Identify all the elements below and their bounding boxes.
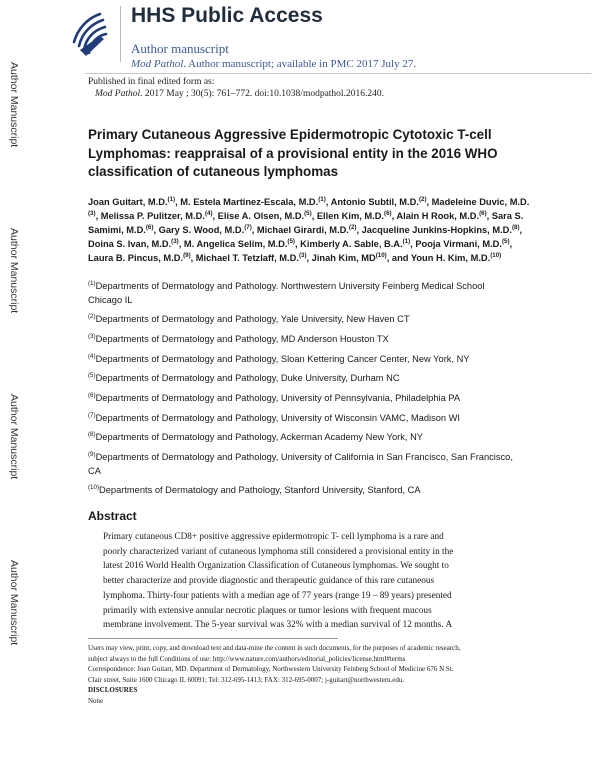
sidebar-label: Author Manuscript [8, 394, 20, 480]
author-affiliation-ref: (3) [88, 210, 96, 218]
affiliation-text: Departments of Dermatology and Pathology, Sloan Kettering Cancer Center, New York, NY [95, 353, 470, 364]
affiliation-text: Departments of Dermatology and Pathology, University of California in San Francisco, San Francisco, CA [88, 452, 513, 476]
hhs-eagle-icon [60, 6, 116, 62]
author-name: Melissa P. Pulitzer, M.D. [100, 211, 205, 222]
abstract-line: latest 2016 World Health Organization Classification of Cutaneous lymphomas. We sought to [103, 561, 449, 572]
citation-journal: Mod Pathol [95, 89, 141, 99]
author-name: Joan Guitart, M.D. [88, 197, 168, 207]
author-name: M. Estela Martinez-Escala, M.D. [180, 197, 319, 207]
author-affiliation-ref: (5) [501, 238, 510, 246]
author-list: Joan Guitart, M.D.$^{(1)}$, M. Estela Martinez-Escala, M.D.$^{(1)}$, Antonio Subtil, M.D.$^{(2)}$, Madeleine Duvic, M.D.$^{(3)}$, Melissa P. Pulitzer, M.D.$^{(4)}$, Elise A. Olsen, M.D.$^{(5)}$, Ellen Kim, M.D.$^{(6)}$, Alain H Rook, M.D.$^{(6)}$, Sara S. Samimi, M.D.$^{(6)}$, Gary S. Wood, M.D.$^{(7)}$, Michael Girardi, M.D.$^{(2)}$, Jacqueline Junkins-Hopkins, M.D.$^{(8)}$, Doina S. Ivan, M.D.$^{(3)}$, M. Angelica Selim, M.D.$^{(5)}$, Kimberly A. Sable, B.A.$^{(1)}$, Pooja Virmani, M.D.$^{(5)}$, Laura B. Pincus, M.D.$^{(9)}$, Michael T. Tetzlaff, M.D.$^{(3)}$, Jinah Kim, MD$^{(10)}$, and Youn H. Kim, M.D.$^{(10)}$ [88, 196, 530, 264]
affiliation-text: Departments of Dermatology and Pathology, University of Wisconsin VAMC, Madison WI [95, 412, 461, 423]
author-name: Elise A. Olsen, M.D. [217, 211, 305, 222]
author-name: Michael Girardi, M.D. [256, 225, 349, 236]
author-name: Pooja Virmani, M.D. [415, 239, 502, 250]
author-name: Michael T. Tetzlaff, M.D. [195, 253, 299, 264]
published-label: Published in final edited form as: [88, 77, 215, 87]
sidebar-label: Author Manuscript [8, 228, 20, 314]
author-affiliation-ref: (9) [183, 252, 191, 260]
affiliation-item [88, 431, 518, 445]
author-affiliation-ref: (5) [287, 238, 295, 246]
affiliation-item [88, 484, 518, 498]
author-affiliation-ref: (6) [145, 224, 154, 232]
affiliation-ref: (9) [88, 451, 96, 459]
author-name: Jacqueline Junkins-Hopkins, M.D. [361, 225, 512, 236]
author-affiliation-ref: (7) [244, 224, 252, 232]
affiliation-ref: (8) [88, 431, 96, 439]
affiliation-item [88, 280, 518, 307]
author-name: Kimberly A. Sable, B.A. [300, 239, 403, 250]
author-name: Youn H. Kim, M.D. [410, 253, 491, 264]
affiliation-text: Departments of Dermatology and Pathology. Northwestern University Feinberg Medical School Chicago IL [88, 281, 485, 305]
affiliation-item [88, 333, 518, 347]
author-affiliation-ref: (3) [171, 238, 179, 246]
footnote-divider [88, 638, 338, 639]
affiliation-item [88, 313, 518, 327]
footnotes [88, 643, 508, 706]
author-name: Antonio Subtil, M.D. [330, 197, 419, 207]
author-affiliation-ref: (5) [304, 210, 312, 218]
abstract-line: membrane involvement. The 5-year survival was 32% with a median survival of 12 months. A [103, 620, 453, 631]
disclosures-heading: DISCLOSURES [88, 686, 138, 694]
author-name: Doina S. Ivan, M.D. [88, 239, 172, 250]
terms-line: Users may view, print, copy, and download text and data-mine the content in such documents, for the purposes of academic research, [88, 644, 461, 652]
author-name: Gary S. Wood, M.D. [158, 225, 245, 236]
affiliation-ref: (10) [88, 484, 100, 492]
article-title: Primary Cutaneous Aggressive Epidermotropic Cytotoxic T-cell Lymphomas: reappraisal of a provisional entity in the 2016 WHO classification of cutaneous lymphomas [88, 127, 498, 179]
affiliation-ref: (4) [88, 352, 96, 360]
affiliation-text: Departments of Dermatology and Pathology, Duke University, Durham NC [95, 373, 400, 384]
affiliation-text: Departments of Dermatology and Pathology, Yale University, New Haven CT [95, 314, 410, 325]
author-affiliation-ref: (2) [418, 196, 427, 203]
author-affiliation-ref: (2) [348, 224, 357, 232]
affiliation-item [88, 412, 518, 426]
author-affiliation-ref: (8) [511, 224, 520, 232]
author-name: Jinah Kim, MD [311, 253, 376, 264]
availability-text: . Author manuscript; available in PMC 2017 July 27. [183, 58, 417, 70]
affiliation-ref: (3) [88, 332, 96, 340]
citation-details: . 2017 May ; 30(5): 761–772. doi:10.1038/modpathol.2016.240. [140, 89, 384, 99]
disclosures-text: None [88, 696, 104, 705]
journal-abbrev: Mod Pathol [131, 58, 184, 70]
affiliation-list [88, 280, 518, 504]
terms-line: subject always to the full Conditions of use: http://www.nature.com/authors/editorial_policies/license.html#terms [88, 654, 406, 663]
abstract-line: lymphoma. Thirty-four patients with a median age of 77 years (range 19 – 89 years) presented [103, 590, 452, 601]
header-divider [85, 73, 591, 74]
affiliation-text: Departments of Dermatology and Pathology, University of Pennsylvania, Philadelphia PA [95, 393, 461, 404]
affiliation-ref: (6) [88, 392, 96, 400]
citation-line [95, 89, 384, 99]
affiliation-text: Departments of Dermatology and Pathology, Ackerman Academy New York, NY [95, 432, 424, 443]
abstract-body [103, 530, 518, 633]
abstract-line: better characterize and provide diagnostic and therapeutic guidance of this rare cutaneous [103, 576, 435, 587]
author-name: Ellen Kim, M.D. [316, 211, 385, 222]
affiliation-text: Departments of Dermatology and Pathology, Stanford University, Stanford, CA [99, 485, 421, 496]
author-name: M. Angelica Selim, M.D. [183, 239, 288, 250]
author-affiliation-ref: (3) [298, 252, 307, 260]
abstract-line: Primary cutaneous CD8+ positive aggressive epidermotropic T- cell lymphoma is a rare and [103, 532, 444, 542]
sidebar-label: Author Manuscript [8, 62, 20, 148]
author-name: Alain H Rook, M.D. [396, 211, 480, 222]
affiliation-text: Departments of Dermatology and Pathology, MD Anderson Houston TX [95, 333, 389, 344]
affiliation-ref: (2) [88, 313, 96, 321]
affiliation-item [88, 372, 518, 386]
author-name: Madeleine Duvic, M.D. [431, 197, 530, 207]
author-affiliation-ref: (10) [490, 252, 502, 260]
affiliation-item [88, 353, 518, 367]
hhs-logo [60, 6, 121, 62]
author-affiliation-ref: (1) [402, 238, 411, 246]
author-manuscript-sidebar [0, 0, 40, 776]
author-affiliation-ref: (6) [479, 210, 487, 218]
abstract-line: primarily with extensive annular necrotic plaques or tumor lesions with frequent mucous [103, 605, 432, 616]
affiliation-item [88, 451, 518, 478]
sidebar-label: Author Manuscript [8, 560, 20, 646]
author-affiliation-ref: (6) [384, 210, 392, 218]
affiliation-item [88, 392, 518, 406]
availability-line [131, 58, 416, 70]
author-affiliation-ref: (1) [318, 196, 326, 203]
correspondence-line: Correspondence: Joan Guitart, MD. Department of Dermatology, Northwestern University Feinberg School of Medicine 676 N St. [88, 665, 454, 673]
affiliation-ref: (5) [88, 372, 96, 380]
correspondence-line: Clair street, Suite 1600 Chicago IL 60091; Tel: 312-695-1413; FAX: 312-695-0007; j-guitart@northwestern.edu. [88, 675, 405, 684]
affiliation-ref: (7) [88, 411, 96, 419]
affiliation-ref: (1) [88, 280, 96, 287]
author-name: Laura B. Pincus, M.D. [88, 253, 184, 264]
author-affiliation-ref: (10) [375, 252, 387, 260]
abstract-line: poorly characterized variant of cutaneous lymphoma still considered a provisional entity in the [103, 546, 454, 557]
abstract-heading: Abstract [88, 509, 137, 523]
author-affiliation-ref: (1) [167, 196, 176, 203]
hhs-public-access-title: HHS Public Access [131, 4, 323, 27]
author-manuscript-subtitle: Author manuscript [131, 41, 229, 56]
author-name: Sara S. Samimi, M.D. [88, 211, 524, 236]
author-affiliation-ref: (4) [204, 210, 213, 218]
